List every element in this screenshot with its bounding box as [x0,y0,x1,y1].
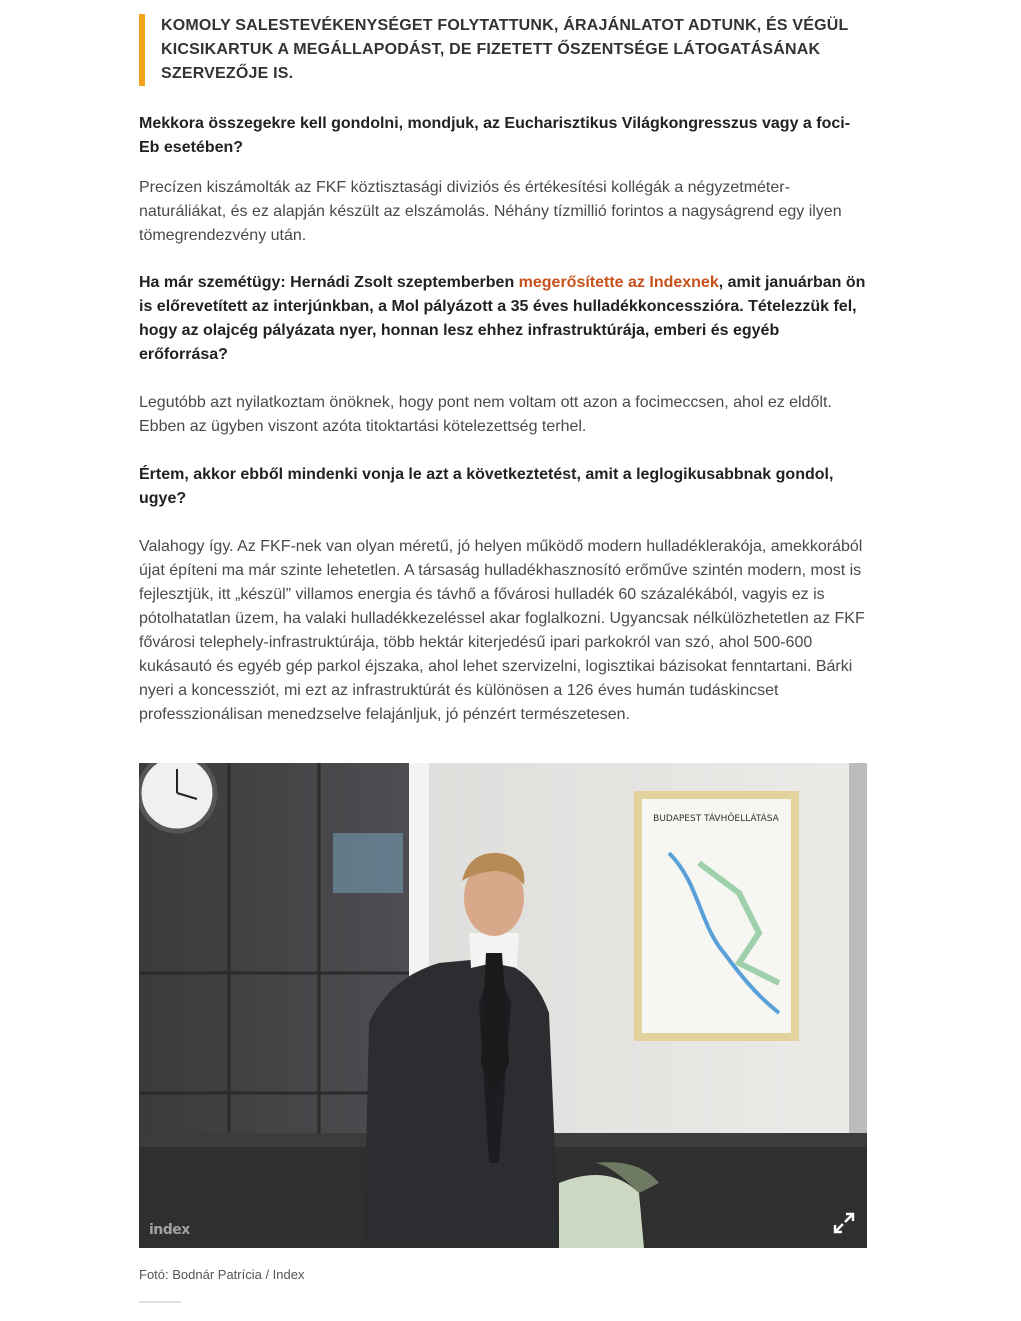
index-watermark-logo: index [149,1222,190,1238]
question-text: Ha már szemétügy: Hernádi Zsolt szeptemberben [139,274,519,291]
photo-illustration [139,763,867,1248]
interview-answer: Valahogy így. Az FKF-nek van olyan méretű, jó helyen működő modern hulladéklerakója, amekkorából újat építeni ma már szinte lehetetlen. A társaság hulladékhasznosító erőműve szintén modern, most is fejlesztjük, itt „készül” villamos energia és távhő a fővárosi hulladék 60 százalékából, vagyis ez is pótolhatatlan üzem, ha valaki hulladékkezeléssel akar foglalkozni. Ugyancsak nélkülözhetetlen az FKF fővárosi telephely-infrastruktúrája, több hektár kiterjedésű ipari parkokról van szó, ahol 500-600 kukásautó és egyéb gép parkol éjszaka, ahol lehet szervizelni, logisztikai bázisokat fenntartani. Bárki nyeri a koncessziót, mi ezt az infrastruktúrát és különösen a 126 éves humán tudáskincset professzionálisan menedzselve felajánljuk, jó pénzért természetesen. [139,538,865,723]
interview-question: Mekkora összegekre kell gondolni, mondjuk, az Eucharisztikus Világkongresszus vagy a foci-Eb esetében? [139,115,851,156]
wall-clock-icon [139,763,215,831]
poster-title: BUDAPEST TÁVHŐELLÁTÁSA [653,814,779,824]
interview-question [139,271,867,367]
interview-answer: Legutóbb azt nyilatkoztam önöknek, hogy pont nem voltam ott azon a focimeccsen, ahol ez eldőlt. Ebben az ügyben viszont azóta titoktartási kötelezettség terhel. [139,394,832,435]
article-link[interactable]: megerősítette az Indexnek [518,274,719,291]
article-photo[interactable] [139,763,867,1248]
divider [139,1301,181,1303]
interview-question: Értem, akkor ebből mindenki vonja le azt a következtetést, amit a leglogikusabbnak gondol, ugye? [139,466,834,507]
expand-icon[interactable] [833,1212,855,1234]
photo-caption: Fotó: Bodnár Patrícia / Index [139,1267,305,1282]
interview-answer: Precízen kiszámolták az FKF köztisztasági diviziós és értékesítési kollégák a négyzetméter-naturáliákat, és ez alapján készült az elszámolás. Néhány tízmillió forintos a nagyságrend egy ilyen tömegrendezvény után. [139,179,842,244]
pull-quote: KOMOLY SALESTEVÉKENYSÉGET FOLYTATTUNK, ÁRAJÁNLATOT ADTUNK, ÉS VÉGÜL KICSIKARTUK A MEGÁLLAPODÁST, DE FIZETETT ŐSZENTSÉGE LÁTOGATÁSÁNAK SZERVEZŐJE IS. [139,14,861,86]
question-text: , amit januárban ön is előrevetített az interjúnkban, a Mol pályázott a 35 éves hulladékkoncesszióra. Tételezzük fel, hogy az olajcég pályázata nyer, honnan lesz ehhez infrastruktúrája, emberi és egyéb erőforrása? [139,274,866,363]
